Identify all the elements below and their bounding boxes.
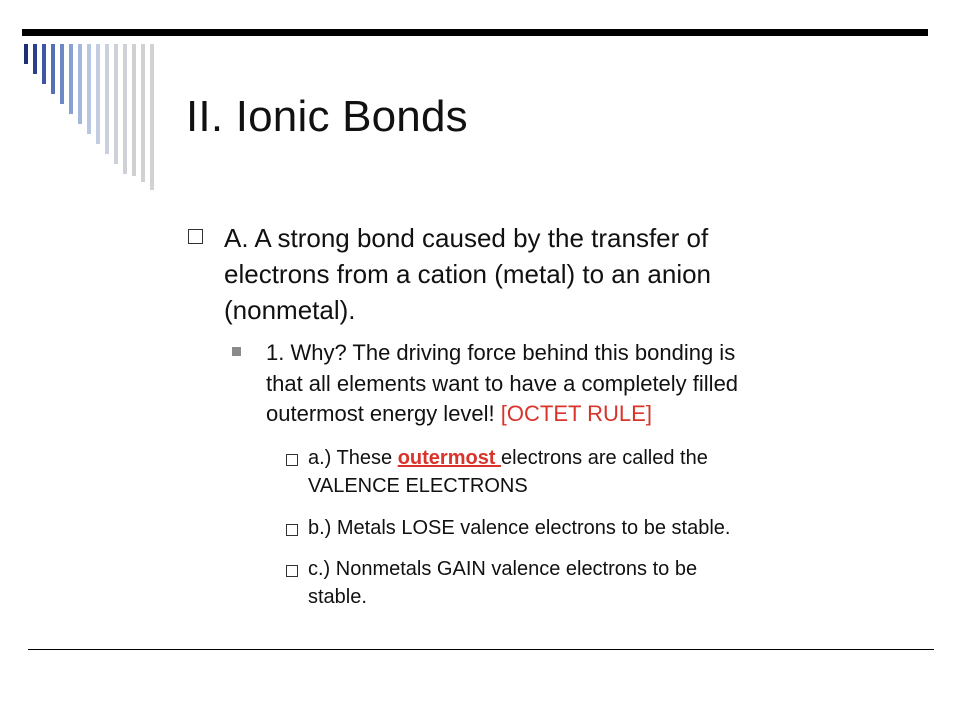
point-1-line: 1. Why? The driving force behind this bonding is: [266, 340, 736, 365]
sub-b-line: b.) Metals LOSE valence electrons to be stable.: [308, 517, 731, 539]
stripe: [33, 44, 37, 74]
sub-c-line: stable.: [308, 586, 367, 608]
stripe: [87, 44, 91, 134]
hollow-square-bullet-icon: [188, 229, 203, 244]
sub-c-line: c.) Nonmetals GAIN valence electrons to be: [308, 558, 698, 580]
stripe: [69, 44, 73, 114]
sub-c-text: [308, 555, 697, 611]
point-1-line: that all elements want to have a completely filled: [266, 370, 739, 396]
stripe: [51, 44, 55, 94]
point-a-line: electrons from a cation (metal) to an anion: [224, 259, 712, 289]
point-a-text: [224, 220, 711, 328]
stripe: [105, 44, 109, 154]
point-1-text: [266, 338, 738, 430]
sub-a-prefix: a.) These: [308, 447, 398, 469]
sub-a-line: VALENCE ELECTRONS: [308, 475, 528, 497]
stripe: [123, 44, 127, 174]
top-decor-bar: [22, 29, 928, 36]
point-1-line: [266, 399, 738, 430]
stripe: [114, 44, 118, 164]
stripe: [96, 44, 100, 144]
stripe: [132, 44, 136, 176]
sub-a-line: [308, 444, 708, 472]
point-a-line: (nonmetal).: [224, 295, 356, 325]
sub-a-suffix: electrons are called the: [501, 447, 708, 469]
octet-rule-tag: [OCTET RULE]: [500, 401, 652, 426]
stripe: [141, 44, 145, 182]
stripe: [78, 44, 82, 124]
hollow-square-bullet-icon: [286, 565, 298, 577]
bottom-divider: [28, 649, 934, 650]
filled-square-bullet-icon: [232, 347, 241, 356]
stripe: [42, 44, 46, 84]
stripe: [60, 44, 64, 104]
point-a-line: A. A strong bond caused by the transfer of: [224, 223, 709, 253]
sub-a-text: [308, 444, 708, 500]
hollow-square-bullet-icon: [286, 454, 298, 466]
slide-title: II. Ionic Bonds: [186, 92, 468, 141]
stripe: [150, 44, 154, 190]
outermost-highlight: outermost: [397, 447, 502, 469]
hollow-square-bullet-icon: [286, 524, 298, 536]
point-1-line3-text: outermost energy level!: [266, 401, 501, 426]
sub-b-text: [308, 514, 730, 542]
stripe: [24, 44, 28, 64]
